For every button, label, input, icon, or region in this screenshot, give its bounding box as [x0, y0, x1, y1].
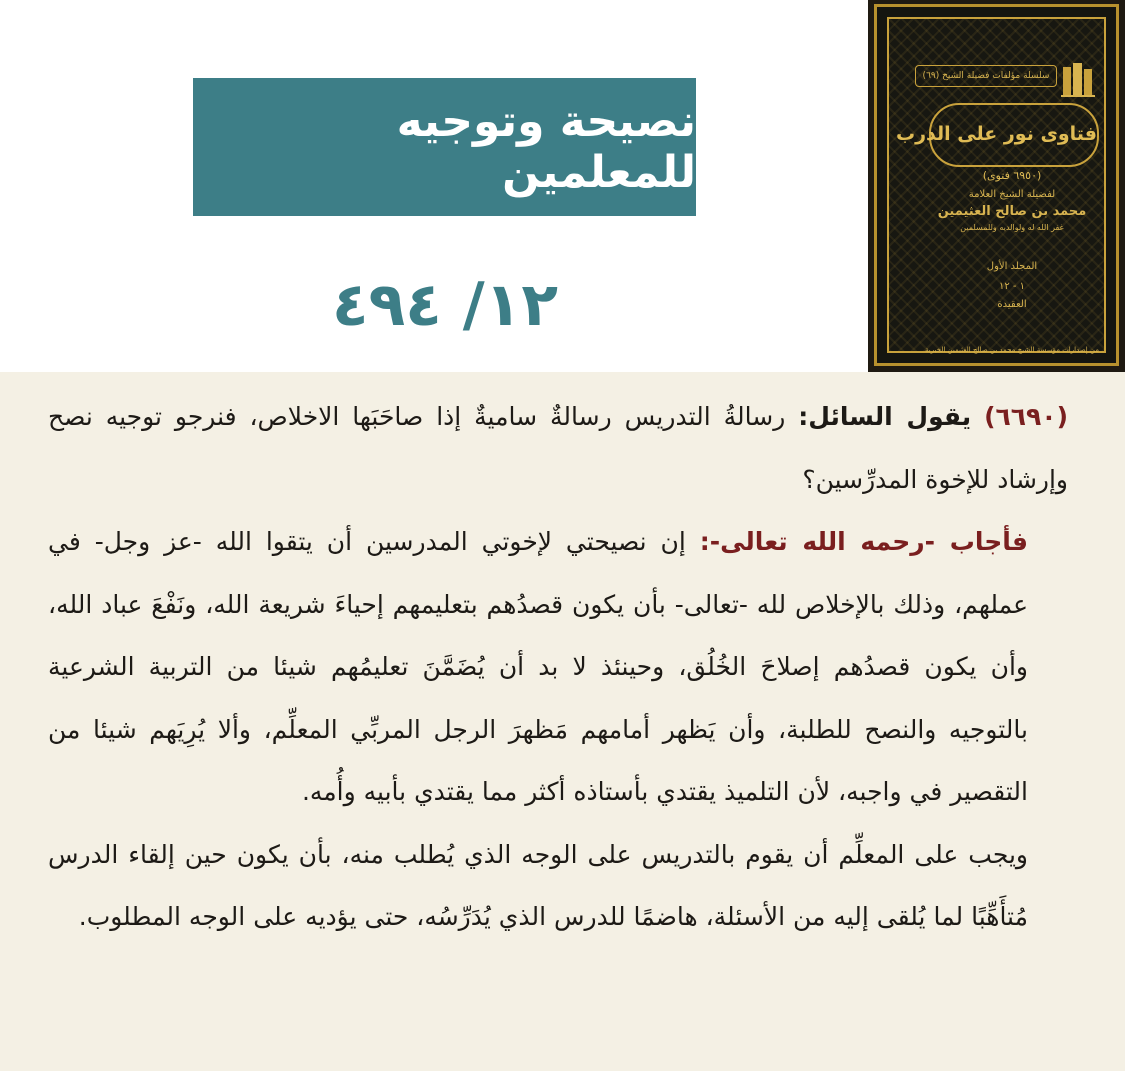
- book-author-note: غفر الله له ولوالديه وللمسلمين: [960, 223, 1064, 232]
- book-cover-panel: [887, 17, 1106, 353]
- book-page-excerpt: [0, 372, 1125, 1071]
- book-cover: [868, 0, 1125, 372]
- answer-lead: فأجاب -رحمه الله تعالى-:: [699, 527, 1028, 556]
- book-topic: العقيدة: [997, 299, 1027, 310]
- books-logo-icon: [1059, 59, 1099, 99]
- question-text: رسالةُ التدريس رسالةٌ ساميةٌ إذا صاحَبَها الاخلاص، فنرجو توجيه نصح وإرشاد للإخوة المدرِّسين؟: [48, 402, 1068, 494]
- asker-label: يقول السائل:: [798, 402, 972, 431]
- page-title: نصيحة وتوجيه للمعلمين: [396, 96, 696, 198]
- book-fatwa-count: (٦٩٥٠ فتوى): [982, 169, 1042, 182]
- title-banner: [193, 78, 696, 216]
- book-series-label: سلسلة مؤلفات فضيلة الشيخ (٦٩): [915, 65, 1057, 87]
- book-publisher: من إصدارات مؤسسة الشيخ محمد بن صالح العثيمين الخيرية: [925, 346, 1099, 354]
- answer-text: إن نصيحتي لإخوتي المدرسين أن يتقوا الله -عز وجل- في عملهم، وذلك بالإخلاص لله -تعالى- بأن يكون قصدُهم بتعليمهم إحياءَ شريعة الله، ونَفْعَ عباد الله، وأن يكون قصدُهم إصلاحَ الخُلُق، وحينئذ لا بد أن يُضَمَّنَ تعليمُهم شيئا من التربية الشرعية بالتوجيه والنصح للطلبة، وأن يَظهر أمامهم مَظهرَ الرجل المربِّي المعلِّم، وألا يُرِيَهم شيئا من التقصير في واجبه، لأن التلميذ يقتدي بأستاذه أكثر مما يقتدي بأبيه وأُمه.: [48, 527, 1028, 806]
- volume-page-reference: ١٢/ ٤٩٤: [332, 270, 558, 340]
- book-author-prefix: لفضيلة الشيخ العلامة: [968, 189, 1056, 200]
- book-volume: المجلد الأول: [986, 261, 1038, 272]
- question-number: (٦٦٩٠): [984, 402, 1068, 431]
- question-paragraph: [48, 386, 1068, 511]
- answer-paragraph: [48, 511, 1028, 824]
- book-cover-frame: [874, 4, 1119, 366]
- book-title: فتاوى نور على الدرب: [929, 103, 1099, 167]
- book-author-name: محمد بن صالح العثيمين: [937, 204, 1087, 219]
- header-area: [0, 0, 868, 372]
- second-paragraph: ويجب على المعلِّم أن يقوم بالتدريس على الوجه الذي يُطلب منه، بأن يكون حين إلقاء الدرس مُتأَهِّبًا لما يُلقى إليه من الأسئلة، هاضمًا للدرس الذي يُدَرِّسُه، حتى يؤديه على الوجه المطلوب.: [48, 839, 1028, 931]
- page-text-block: [48, 386, 1068, 949]
- book-range: ١ - ١٢: [998, 281, 1026, 292]
